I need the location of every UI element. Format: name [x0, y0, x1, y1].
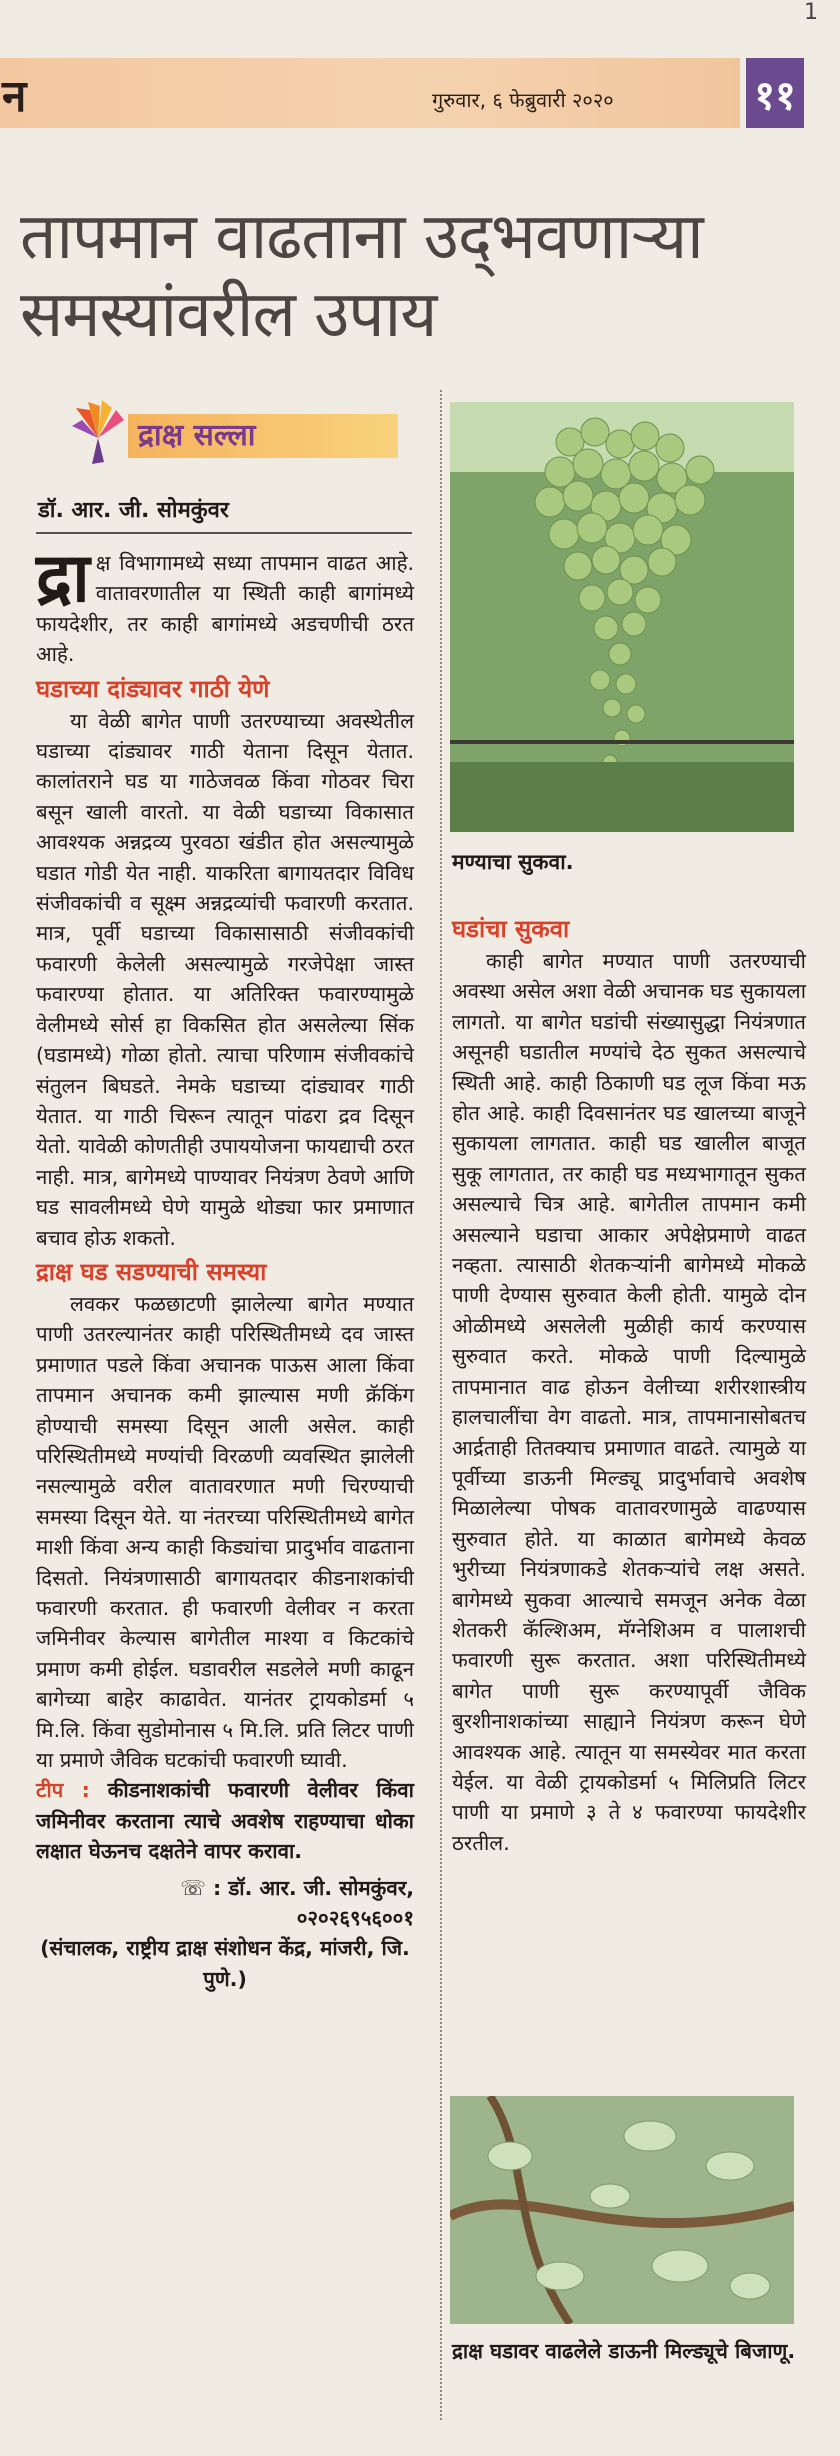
header-band: [0, 58, 740, 128]
photo-top-caption: मण्याचा सुकवा.: [452, 850, 574, 874]
grape-bunch-photo: [450, 402, 794, 832]
section3-text: काही बागेत मण्यात पाणी उतरण्याची अवस्था असेल अशा वेळी अचानक घड सुकायला लागतो. या बागेत घडांची संख्यासुद्धा नियंत्रणात असूनही घडातील मण्यांचे देठ सुकत असल्याचे स्थिती आहे. काही ठिकाणी घड लूज किंवा मऊ होत आहे. काही दिवसानंतर घड खालच्या बाजूने सुकायला लागतात. काही घड खालील बाजूत सुकू लागतात, तर काही घड मध्यभागातून सुकत असल्याचे चित्र आहे. बागेतील तापमान कमी असल्याने घडाचा आकार अपेक्षेप्रमाणे वाढत नव्हता. त्यासाठी शेतकऱ्यांनी बागेमध्ये मोकळे पाणी देण्यास सुरुवात केली होती. यामुळे दोन ओळीमध्ये असलेली मुळीही कार्य करण्यास सुरुवात करते. मोकळे पाणी दिल्यामुळे तापमानात वाढ होऊन वेलीच्या शरीरशास्त्रीय हालचालींचा वेग वाढतो. मात्र, तापमानासोबतच आर्द्रताही तितक्याच प्रमाणात वाढते. त्यामुळे या पूर्वीच्या डाऊनी मिल्ड्यू प्रादुर्भावाचे अवशेष मिळालेल्या पोषक वातावरणामुळे वाढण्यास सुरुवात होते. या काळात बागेमध्ये केवळ भुरीच्या नियंत्रणाकडे शेतकऱ्यांचे लक्ष असते. बागेमध्ये सुकवा आल्याचे समजून अनेक वेळा शेतकरी कॅल्शिअम, मॅग्नेशिअम व पालाशची फवारणी सुरू करतात. अशा परिस्थितीमध्ये बागेत पाणी सुरू करण्यापूर्वी जैविक बुरशीनाशकांच्या साह्याने नियंत्रण करून घेणे आवश्यक आहे. त्यातून या समस्येवर मात करता येईल. या वेळी ट्रायकोडर्मा ५ मिलिप्रति लिटर पाणी या प्रमाणे ३ ते ४ फवारण्या फायदेशीर ठरतील.: [452, 949, 806, 1855]
credit-line: ☏ : डॉ. आर. जी. सोमकुंवर,: [180, 1875, 414, 1900]
grape-bunch-illustration: [450, 402, 794, 832]
byline: डॉ. आर. जी. सोमकुंवर: [38, 498, 229, 523]
mildew-illustration: [450, 2096, 794, 2324]
section2-heading: द्राक्ष घड सडण्याची समस्या: [36, 1257, 267, 1286]
corner-mark: 1: [804, 0, 818, 25]
header-date: गुरुवार, ६ फेब्रुवारी २०२०: [432, 88, 614, 112]
right-column: [452, 910, 806, 1858]
photo-bottom-caption: द्राक्ष घडावर वाढलेले डाऊनी मिल्ड्यूचे बिजाणू.: [452, 2339, 796, 2363]
section2-text: लवकर फळछाटणी झालेल्या बागेत मण्यात पाणी उतरल्यानंतर काही परिस्थितीमध्ये दव जास्त प्रमाणात पडले किंवा अचानक पाऊस आला किंवा तापमान अचानक कमी झाल्यास मणी क्रॅकिंग होण्याची समस्या दिसून आली असेल. काही परिस्थितीमध्ये मण्यांची विरळणी व्यवस्थित झालेली नसल्यामुळे वरील वातावरणात मणी चिरण्याची समस्या दिसून येते. या नंतरच्या परिस्थितीमध्ये बागेत माशी किंवा अन्य काही किड्यांचा प्रादुर्भाव वाढताना दिसतो. नियंत्रणासाठी बागायतदार कीडनाशकांची फवारणी करतात. ही फवारणी वेलीवर न करता जमिनीवर केल्यास बागेतील माश्या व किटकांचे प्रमाण कमी होईल. घडावरील सडलेले मणी काढून बागेच्या बाहेर काढावेत. यानंतर ट्रायकोडर्मा ५ मि.लि. किंवा सुडोमोनास ५ मि.लि. प्रति लिटर पाणी या प्रमाणे जैविक घटकांची फवारणी घ्यावी.: [36, 1291, 414, 1773]
credit-affiliation: (संचालक, राष्ट्रीय द्राक्ष संशोधन केंद्र, मांजरी, जि. पुणे.): [40, 1936, 410, 1991]
byline-rule: [36, 532, 412, 534]
logo-label: द्राक्ष सल्ला: [138, 418, 256, 453]
section1-text: या वेळी बागेत पाणी उतरण्याच्या अवस्थेतील घडाच्या दांड्यावर गाठी येताना दिसून येतात. कालांतराने घड या गाठेजवळ किंवा गोठवर चिरा बसून खाली वारतो. या वेळी घडाच्या विकासात आवश्यक अन्नद्रव्य पुरवठा खंडीत होत असल्यामुळे घडात गोडी येत नाही. याकरिता बागायतदार विविध संजीवकांची व सूक्ष्म अन्नद्रव्यांची फवारणी करतात. मात्र, पूर्वी घडाच्या विकासासाठी संजीवकांची फवारणी केलेली असल्यामुळे गरजेपेक्षा जास्त फवारण्या होतात. या अतिरिक्त फवारण्यामुळे वेलीमध्ये सोर्स हा विकसित होत असलेल्या सिंक (घडामध्ये) गोळा होतो. त्याचा परिणाम संजीवकांचे संतुलन बिघडते. नेमके घडाच्या दांड्यावर गाठी येतात. या गाठी चिरून त्यातून पांढरा द्रव दिसून येतो. यावेळी कोणतीही उपाययोजना फायद्याची ठरत नाही. मात्र, बागेमध्ये पाण्यावर नियंत्रण ठेवणे आणि घड सावलीमध्ये घेणे यामुळे थोड्या फार प्रमाणात बचाव होऊ शकतो.: [36, 708, 414, 1250]
downy-mildew-photo: [450, 2096, 794, 2324]
intro-text: क्ष विभागामध्ये सध्या तापमान वाढत आहे. वातावरणातील या स्थिती काही बागांमध्ये फायदेशीर, तर काही बागांमध्ये अडचणीची ठरत आहे.: [36, 551, 414, 667]
tip-label: टीप :: [36, 1778, 90, 1803]
headline: तापमान वाढताना उद्‌भवणाऱ्या समस्यांवरील उपाय: [20, 200, 703, 352]
dropcap: द्रा: [36, 539, 90, 618]
header-left-fragment: न: [2, 71, 27, 122]
column-divider: [440, 390, 442, 2420]
tip-paragraph: [36, 1775, 414, 1866]
intro-paragraph: [36, 539, 414, 670]
credit-phone: ०२०२६९५६००१: [296, 1906, 414, 1931]
section1-heading: घडाच्या दांड्यावर गाठी येणे: [36, 674, 270, 703]
section3-heading: घडांचा सुकवा: [452, 915, 570, 943]
page-number: ११: [746, 58, 804, 128]
tip-text: कीडनाशकांची फवारणी वेलीवर किंवा जमिनीवर करताना त्याचे अवशेष राहण्याचा धोका लक्षात घेऊनच दक्षतेने वापर करावा.: [36, 1778, 414, 1864]
left-column: [36, 539, 414, 1994]
section-logo: [38, 398, 410, 468]
flower-logo-icon: [68, 398, 128, 468]
